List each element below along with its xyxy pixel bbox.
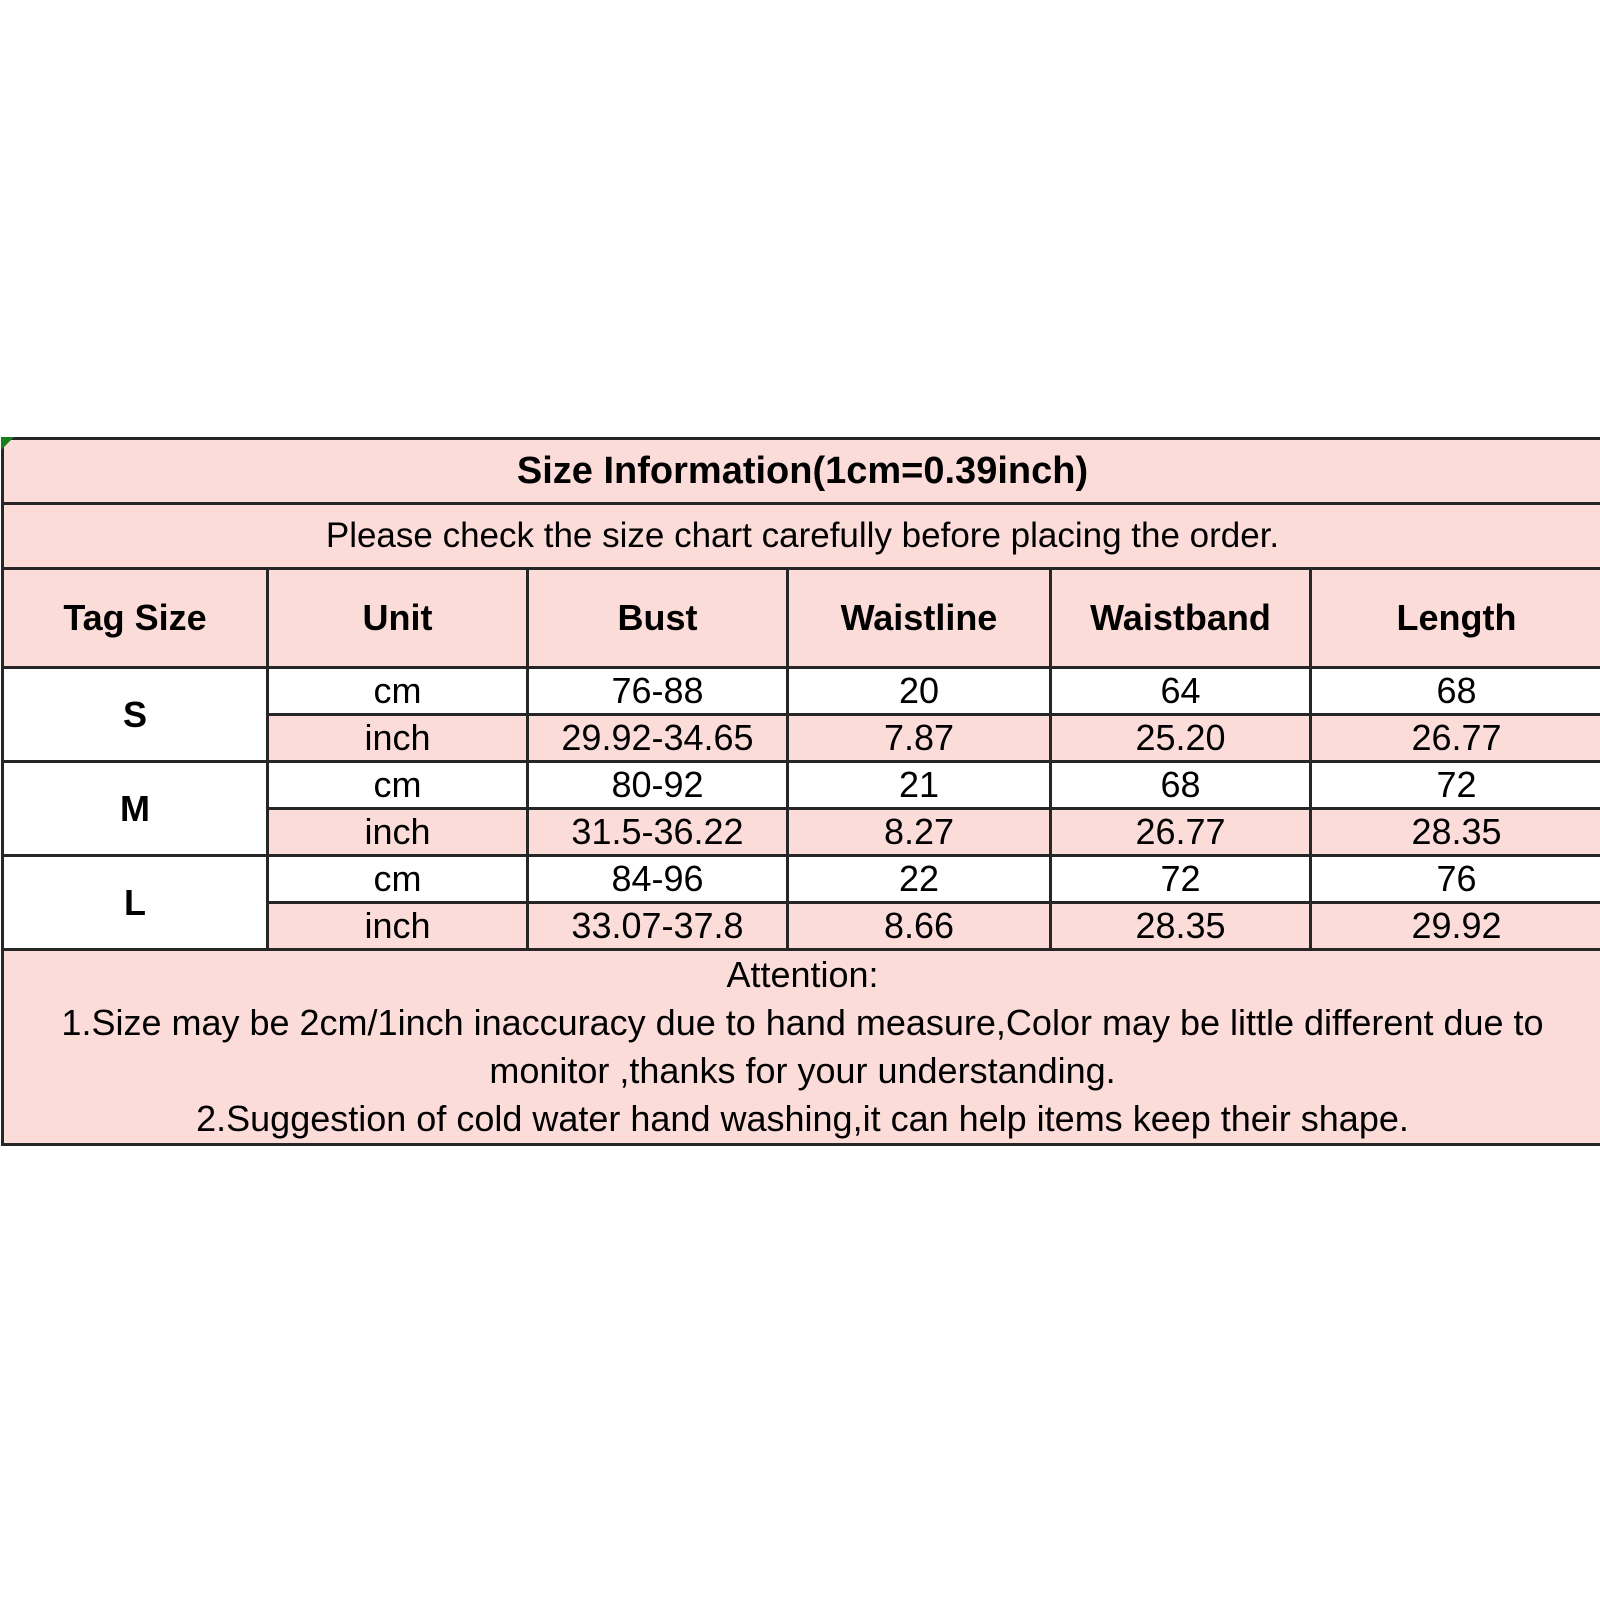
cell-m-inch-length: 28.35 [1311,809,1600,856]
column-header-length: Length [1311,569,1600,668]
size-table-container [1,437,1599,1146]
cell-s-inch-bust: 29.92-34.65 [528,715,788,762]
unit-cell: cm [268,668,528,715]
cell-m-cm-bust: 80-92 [528,762,788,809]
table-row-m-cm [3,762,1600,809]
cell-l-inch-bust: 33.07-37.8 [528,903,788,950]
cell-s-inch-waistband: 25.20 [1051,715,1311,762]
table-row-l-cm [3,856,1600,903]
attention-heading: Attention: [726,954,879,995]
attention-note [3,950,1600,1145]
table-title: Size Information(1cm=0.39inch) [3,439,1600,504]
cell-m-cm-length: 72 [1311,762,1600,809]
cell-s-cm-length: 68 [1311,668,1600,715]
unit-cell: cm [268,856,528,903]
cell-s-cm-waistband: 64 [1051,668,1311,715]
unit-cell: inch [268,809,528,856]
cell-l-cm-waistband: 72 [1051,856,1311,903]
cell-m-inch-waistband: 26.77 [1051,809,1311,856]
attention-row [3,950,1600,1145]
column-header-bust: Bust [528,569,788,668]
cell-s-cm-bust: 76-88 [528,668,788,715]
attention-item-2: 2.Suggestion of cold water hand washing,it can help items keep their shape. [196,1098,1409,1139]
tag-size-m: M [3,762,268,856]
size-table [1,437,1600,1146]
unit-cell: inch [268,903,528,950]
cell-l-cm-length: 76 [1311,856,1600,903]
title-row [3,439,1600,504]
cell-s-inch-waistline: 7.87 [788,715,1051,762]
cell-m-cm-waistline: 21 [788,762,1051,809]
tag-size-l: L [3,856,268,950]
cell-l-cm-waistline: 22 [788,856,1051,903]
cell-m-cm-waistband: 68 [1051,762,1311,809]
cell-l-inch-waistline: 8.66 [788,903,1051,950]
cell-l-cm-bust: 84-96 [528,856,788,903]
table-row-s-cm [3,668,1600,715]
unit-cell: cm [268,762,528,809]
cell-l-inch-waistband: 28.35 [1051,903,1311,950]
column-header-unit: Unit [268,569,528,668]
table-subtitle: Please check the size chart carefully before placing the order. [3,504,1600,569]
cell-s-inch-length: 26.77 [1311,715,1600,762]
unit-cell: inch [268,715,528,762]
column-header-tag-size: Tag Size [3,569,268,668]
subtitle-row [3,504,1600,569]
tag-size-s: S [3,668,268,762]
cell-m-inch-bust: 31.5-36.22 [528,809,788,856]
column-header-waistband: Waistband [1051,569,1311,668]
cell-m-inch-waistline: 8.27 [788,809,1051,856]
header-row [3,569,1600,668]
attention-item-1: 1.Size may be 2cm/1inch inaccuracy due to hand measure,Color may be little different due to monitor ,thanks for your understanding. [61,1002,1544,1091]
cell-l-inch-length: 29.92 [1311,903,1600,950]
cell-s-cm-waistline: 20 [788,668,1051,715]
column-header-waistline: Waistline [788,569,1051,668]
